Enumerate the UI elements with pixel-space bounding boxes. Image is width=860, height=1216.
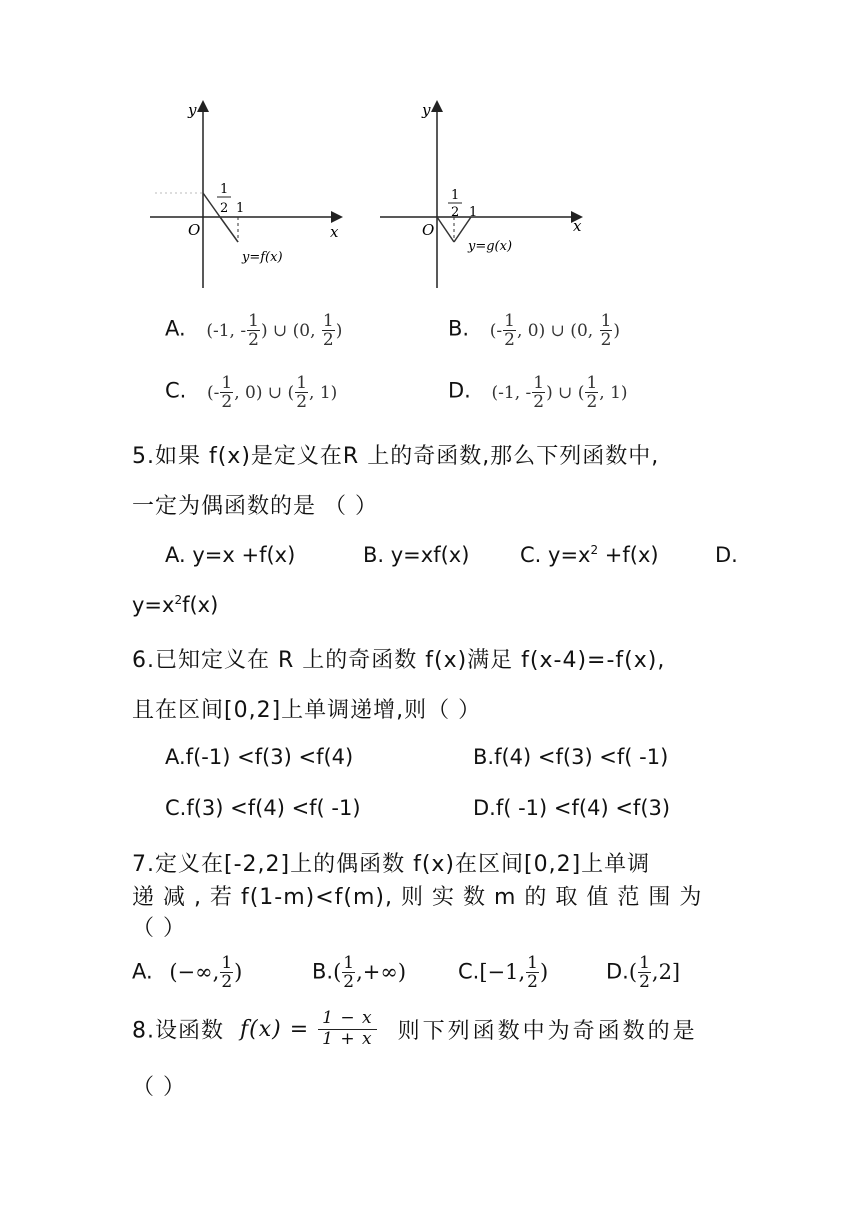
- fraction: $\frac{1}{2}$: [600, 311, 612, 350]
- part: +f(x): [598, 543, 659, 567]
- q6-option-c[interactable]: C.f(3) <f(4) <f( -1): [165, 796, 361, 820]
- graph-f: [140, 95, 350, 295]
- part: (-: [489, 320, 503, 341]
- option-letter: C.: [458, 959, 480, 984]
- option-letter: B.: [448, 316, 470, 341]
- part: , 0) ∪ (: [234, 382, 295, 403]
- part: ) ∪ (0,: [260, 320, 321, 341]
- curve-label: y=g(x): [468, 239, 513, 254]
- x-axis-label: x: [330, 223, 339, 241]
- option-letter: D.: [448, 378, 471, 403]
- part: (-1, -: [491, 382, 532, 403]
- fraction: $\frac{1}{2}$: [586, 373, 598, 412]
- q8-function-fraction: $\frac{1 - x}{1 + x}$: [318, 1010, 376, 1048]
- q7-option-b[interactable]: [312, 955, 406, 991]
- part: f(x): [182, 593, 219, 617]
- q8-stem-line1: [132, 1010, 698, 1048]
- q5-stem-line2: 一定为偶函数的是 （ ）: [132, 494, 378, 519]
- part: ): [335, 320, 343, 341]
- fraction: $\frac{1}{2}$: [221, 953, 233, 992]
- curve-label: y=f(x): [242, 250, 283, 265]
- q6-stem-line1: 6.已知定义在 R 上的奇函数 f(x)满足 f(x-4)=-f(x),: [132, 648, 666, 673]
- q7-stem-line2: 递 减 , 若 f(1-m)<f(m), 则 实 数 m 的 取 值 范 围 为: [132, 885, 703, 910]
- part: ): [540, 959, 549, 984]
- q7-stem-line3: （ ）: [132, 916, 186, 941]
- part: (: [628, 959, 638, 984]
- option-letter: B.: [312, 959, 334, 984]
- one-label: 1: [469, 205, 478, 220]
- half-den: 2: [451, 205, 460, 220]
- fraction: $\frac{1}{2}$: [248, 311, 259, 350]
- q6-option-a[interactable]: A.f(-1) <f(3) <f(4): [165, 745, 354, 769]
- y-axis-label: y: [188, 101, 197, 119]
- part: , 0) ∪ (0,: [517, 320, 599, 341]
- q5-option-b[interactable]: B. y=xf(x): [363, 543, 470, 567]
- q7-option-a[interactable]: [132, 955, 242, 991]
- graph-g: [375, 95, 590, 295]
- part: ): [613, 320, 621, 341]
- option-letter: A.: [165, 316, 186, 341]
- q8-stem-line2: （ ）: [132, 1075, 186, 1100]
- part: ): [234, 959, 243, 984]
- q6-option-b[interactable]: B.f(4) <f(3) <f( -1): [473, 745, 669, 769]
- origin-label: O: [422, 221, 435, 239]
- q8-suffix: 则下列函数中为奇函数的是: [397, 1018, 698, 1044]
- exponent: 2: [174, 593, 183, 607]
- q7-option-c[interactable]: [458, 955, 548, 991]
- q6-stem-line2: 且在区间[0,2]上单调递增,则（ ）: [132, 698, 482, 723]
- part: y=x: [132, 593, 175, 617]
- q4-option-c[interactable]: [165, 375, 337, 411]
- part: ) ∪ (: [546, 382, 585, 403]
- g-segment-left: [437, 217, 454, 242]
- part: , 1): [309, 382, 338, 403]
- q5-option-c[interactable]: [520, 543, 659, 567]
- fraction: $\frac{1}{2}$: [296, 373, 308, 412]
- q5-option-d-letter[interactable]: D.: [715, 543, 738, 567]
- fraction: $\frac{1}{2}$: [221, 373, 233, 412]
- part: (-1, -: [206, 320, 247, 341]
- origin-label: O: [188, 221, 201, 239]
- y-axis-label: y: [422, 101, 431, 119]
- part: [−1,: [479, 959, 526, 984]
- q4-option-a[interactable]: [165, 313, 342, 349]
- q5-stem-line1: 5.如果 f(x)是定义在R 上的奇函数,那么下列函数中,: [132, 444, 660, 469]
- fraction: $\frac{1}{2}$: [322, 311, 334, 350]
- part: (−∞,: [169, 959, 220, 984]
- exponent: 2: [590, 543, 599, 557]
- part: ,+∞): [356, 959, 407, 984]
- fraction: $\frac{1}{2}$: [639, 953, 650, 992]
- part: ,2]: [651, 959, 681, 984]
- part: (: [333, 959, 342, 984]
- fraction: $\frac{1}{2}$: [533, 373, 545, 412]
- part: (-: [207, 382, 220, 403]
- q4-option-d[interactable]: [448, 375, 628, 411]
- q5-option-d-expr[interactable]: [132, 593, 218, 617]
- q5-option-a[interactable]: A. y=x +f(x): [165, 543, 296, 567]
- option-letter: D.: [606, 959, 629, 984]
- q7-option-d[interactable]: [606, 955, 680, 991]
- half-den: 2: [220, 201, 229, 216]
- q6-option-d[interactable]: D.f( -1) <f(4) <f(3): [473, 796, 671, 820]
- x-axis-label: x: [573, 217, 582, 235]
- half-num: 1: [451, 188, 460, 203]
- part: C. y=x: [520, 543, 591, 567]
- fraction: $\frac{1}{2}$: [504, 311, 515, 350]
- q7-stem-line1: 7.定义在[-2,2]上的偶函数 f(x)在区间[0,2]上单调: [132, 852, 651, 877]
- q8-prefix: 8.设函数: [132, 1018, 224, 1044]
- q8-function-name: f(x) =: [240, 1016, 310, 1042]
- part: , 1): [599, 382, 628, 403]
- fraction: $\frac{1}{2}$: [343, 953, 355, 992]
- option-letter: C.: [165, 378, 187, 403]
- q4-option-b[interactable]: [448, 313, 620, 349]
- f-segment-lower: [220, 217, 238, 242]
- option-letter: A.: [132, 959, 153, 984]
- one-label: 1: [236, 201, 245, 216]
- half-num: 1: [220, 182, 229, 197]
- fraction: $\frac{1}{2}$: [527, 953, 538, 992]
